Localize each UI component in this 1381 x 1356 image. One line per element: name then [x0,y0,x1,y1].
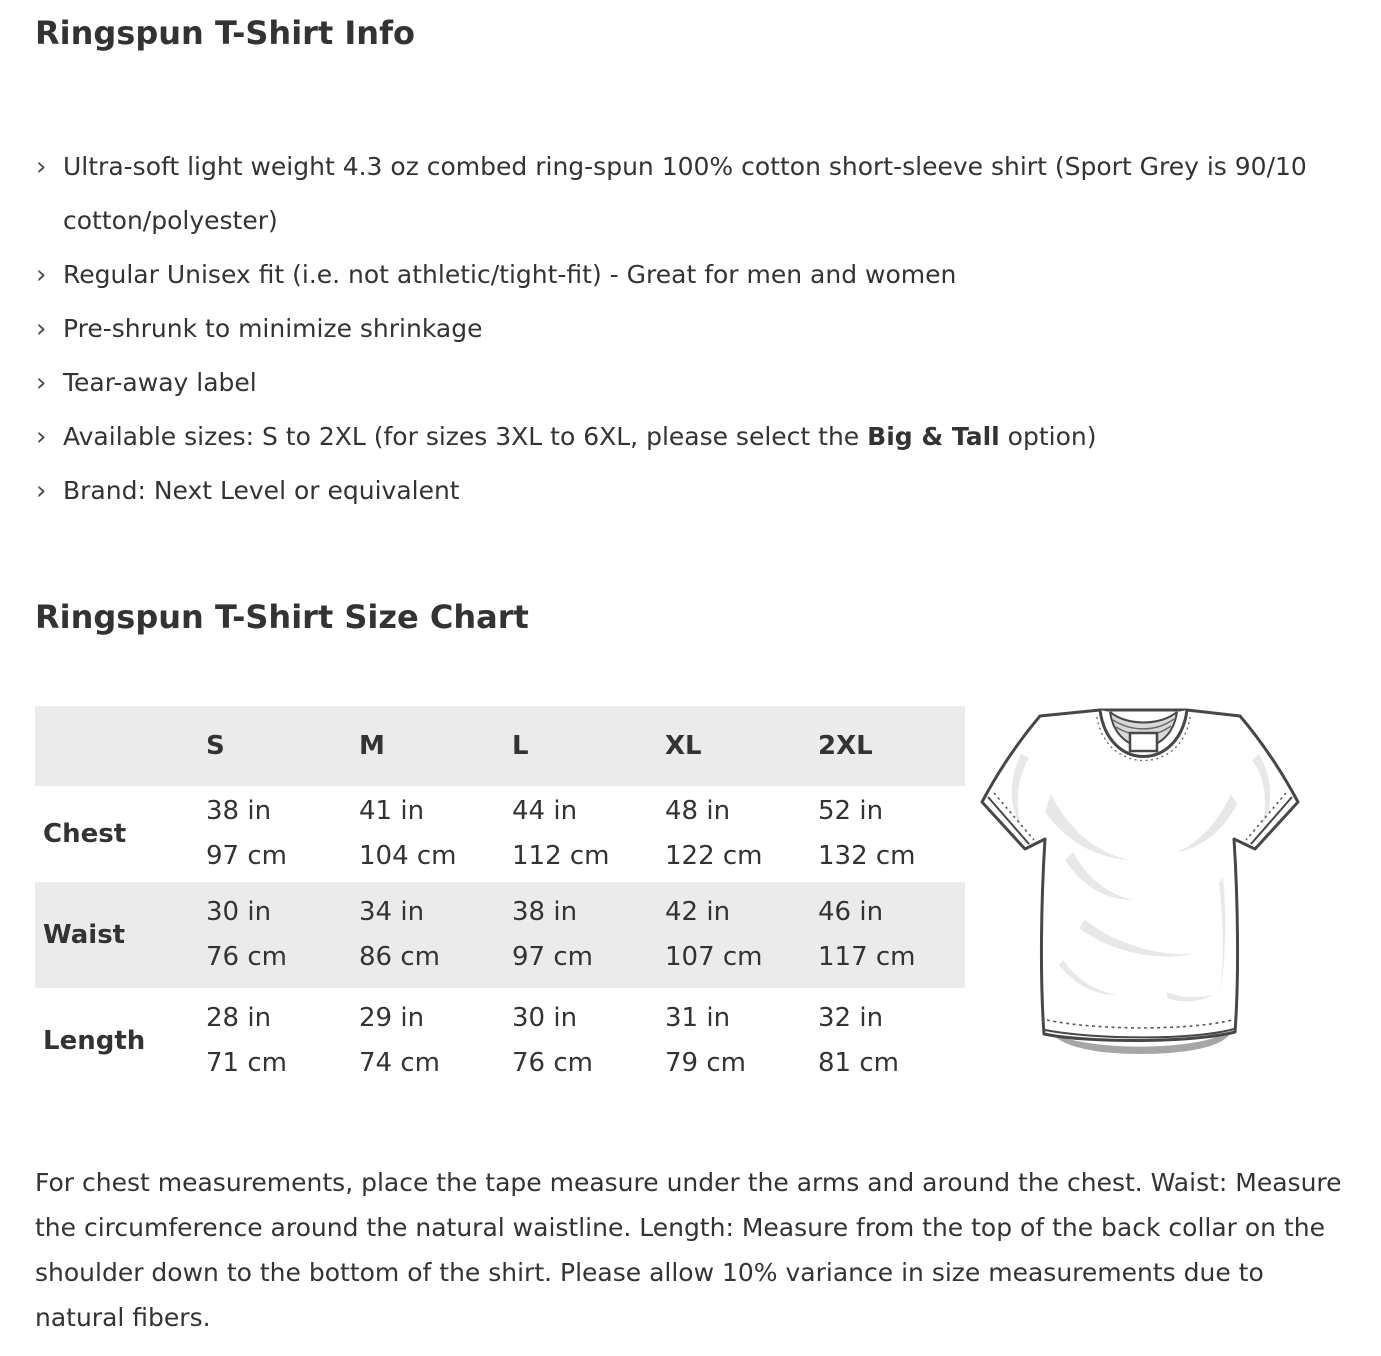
cell-length-s [200,988,353,1094]
value-cm: 132 cm [818,841,916,871]
value-cm: 81 cm [818,1048,899,1078]
bullet-icon: › [36,476,47,506]
cell-length-l [506,988,659,1094]
value-inches: 44 in [512,796,578,826]
table-row-length [35,988,965,1094]
row-label-length: Length [43,1026,146,1056]
row-label-waist: Waist [43,920,126,950]
value-inches: 38 in [512,897,578,927]
cell-chest-m [353,786,506,882]
col-header-2xl: 2XL [818,731,873,761]
cell-length-m [353,988,506,1094]
list-item-sizes [35,410,1351,464]
cell-waist-m [353,882,506,988]
value-cm: 117 cm [818,942,916,972]
size-chart-table [35,706,965,1094]
list-item-preshrunk [35,302,1351,356]
row-label-chest: Chest [43,819,127,849]
value-inches: 30 in [206,897,272,927]
bullet-icon: › [36,368,47,398]
cell-waist-2xl [812,882,965,988]
cell-chest-xl [659,786,812,882]
col-header-s: S [206,731,225,761]
size-chart-section [35,706,1351,1094]
value-inches: 46 in [818,897,884,927]
value-inches: 41 in [359,796,425,826]
feature-text: Brand: Next Level or equivalent [63,476,460,505]
value-inches: 30 in [512,1003,578,1033]
value-cm: 104 cm [359,841,457,871]
cell-waist-xl [659,882,812,988]
size-chart-heading: Ringspun T-Shirt Size Chart [35,598,529,636]
value-cm: 74 cm [359,1048,440,1078]
cell-chest-l [506,786,659,882]
feature-text: Ultra-soft light weight 4.3 oz combed ring-spun 100% cotton short-sleeve shirt (Sport Grey is 90/10 cotton/polyester) [63,152,1307,235]
cell-waist-l [506,882,659,988]
cell-length-xl [659,988,812,1094]
value-inches: 48 in [665,796,731,826]
value-inches: 31 in [665,1003,731,1033]
value-inches: 52 in [818,796,884,826]
list-item-fabric [35,140,1351,248]
feature-text: Regular Unisex fit (i.e. not athletic/tight-fit) - Great for men and women [63,260,957,289]
bullet-icon: › [36,152,47,182]
col-header-l: L [512,731,529,761]
bullet-icon: › [36,422,47,452]
size-header-row [35,706,965,786]
feature-text: Tear-away label [63,368,257,397]
value-cm: 76 cm [206,942,287,972]
neck-label [1130,733,1157,751]
cell-chest-s [200,786,353,882]
table-row-chest [35,786,965,882]
value-cm: 122 cm [665,841,763,871]
cell-chest-2xl [812,786,965,882]
table-row-waist [35,882,965,988]
bullet-icon: › [36,314,47,344]
value-inches: 32 in [818,1003,884,1033]
value-inches: 42 in [665,897,731,927]
value-cm: 76 cm [512,1048,593,1078]
feature-text-bold: Big & Tall [867,422,1000,451]
feature-text-suffix: option) [999,422,1097,451]
cell-waist-s [200,882,353,988]
bullet-icon: › [36,260,47,290]
value-inches: 28 in [206,1003,272,1033]
corner-cell [35,706,200,786]
tshirt-drawing-icon [977,702,1317,1062]
value-inches: 34 in [359,897,425,927]
feature-list [35,140,1351,518]
value-inches: 29 in [359,1003,425,1033]
cell-length-2xl [812,988,965,1094]
col-header-xl: XL [665,731,702,761]
value-cm: 97 cm [206,841,287,871]
value-cm: 86 cm [359,942,440,972]
col-header-m: M [359,731,385,761]
value-cm: 71 cm [206,1048,287,1078]
feature-text-prefix: Available sizes: S to 2XL (for sizes 3XL to 6XL, please select the [63,422,868,451]
value-cm: 79 cm [665,1048,746,1078]
info-section-heading: Ringspun T-Shirt Info [35,14,415,52]
value-cm: 107 cm [665,942,763,972]
list-item-label [35,356,1351,410]
list-item-brand [35,464,1351,518]
feature-text: Pre-shrunk to minimize shrinkage [63,314,483,343]
value-inches: 38 in [206,796,272,826]
tshirt-illustration [977,702,1317,1066]
value-cm: 97 cm [512,942,593,972]
value-cm: 112 cm [512,841,610,871]
measurement-instructions: For chest measurements, place the tape measure under the arms and around the chest. Waist: Measure the circumference around the natural waistline. Length: Measure from the top of the back collar on the shoulder down to the bottom of the shirt. Please allow 10% variance in size measurements due to natural fibers. [35,1168,1342,1332]
list-item-fit [35,248,1351,302]
